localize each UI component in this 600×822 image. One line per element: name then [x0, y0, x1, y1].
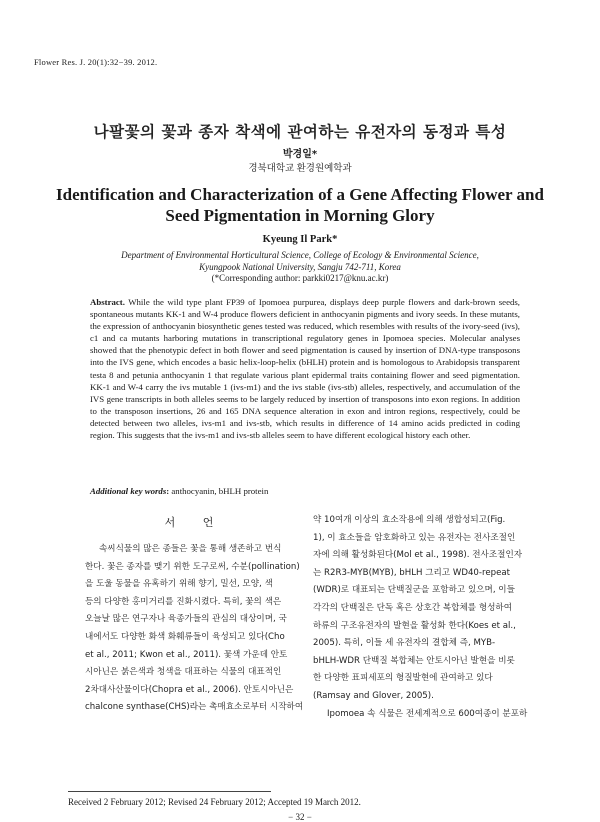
text-line: 시아닌은 붉은색과 청색을 대표하는 식물의 대표적인 — [85, 667, 282, 678]
text-line: (Ramsay and Glover, 2005). — [313, 690, 434, 701]
english-author: Kyeung Il Park* — [262, 234, 338, 245]
text-line: 한다. 꽃은 종자를 맺기 위한 도구로써, 수분(pollination) — [85, 561, 300, 572]
text-line: 2차대사산물이다(Chopra et al., 2006). 안토시아닌은 — [85, 684, 294, 695]
footnote-rule — [68, 791, 271, 792]
text-line: 각각의 단백질은 단독 혹은 상호간 복합체를 형성하여 — [313, 602, 513, 613]
english-title: Identification and Characterization of a Gene Affecting Flower and Seed Pigmentation in Morning Glory — [56, 185, 544, 225]
abstract-text: While the wild type plant FP39 of Ipomoea purpurea, displays deep purple flowers and dark-brown seeds, spontaneous mutants KK-1 and W-4 produce flowers deficient in anthocyanin pigments and ivory seeds. In these mutants, the expression of anthocyanin biosynthetic genes tested was reduced, which resembles with results of the ivory-seed (ivs), c1 and ca mutants harboring mutations in transcriptional regulatory genes in Ipomoea species. Molecular analyses showed that the phenotypic defect in both flower and seed pigmentation is caused by insertion of DNA-type transposons into the IVS gene, which encodes a basic helix-loop-helix (bHLH) protein and is homologous to Arabidopsis transparent testa 8 and petunia anthocyanin 1 that regulate various plant epidermal traits containing flower and seed pigmentation. KK-1 and W-4 carry the ivs mutable 1 (ivs-m1) and the ivs stable (ivs-stb) alleles, respectively, and accumulation of the IVS gene transcripts in both alleles seems to be largely reduced by insertion of transposons into exon regions. In addition to the transposon insertions, 26 and 165 DNA sequence alteration in exon and intron regions, respectively, could be detected between two alleles, ivs-m1 and ivs-stb, which results in difference of 14 amino acids predicted in coding region. This suggests that the ivs-m1 and ivs-stb alleles seem to have different ecological history each other. — [90, 297, 520, 441]
text-line: 오늘날 많은 연구자나 육종가들의 관심의 대상이며, 국 — [85, 614, 287, 625]
text-line: chalcone synthase(CHS)라는 촉매효소로부터 시작하여 — [85, 702, 304, 713]
page-number: − 32 − — [288, 812, 312, 822]
text-line: bHLH-WDR 단백질 복합체는 안토시아닌 발현을 비롯 — [313, 655, 515, 666]
text-line: (WDR)로 대표되는 단백질군을 포함하고 있으며, 이들 — [313, 585, 515, 596]
korean-affiliation: 경북대학교 환경원예학과 — [248, 164, 352, 174]
affiliation-line-2: Kyungpook National University, Sangju 742-711, Korea — [199, 261, 401, 272]
korean-title: 나팔꽃의 꽃과 종자 착색에 관여하는 유전자의 동정과 특성 — [93, 123, 507, 141]
text-line: 2005). 특히, 이들 세 유전자의 결합체 즉, MYB- — [313, 638, 496, 649]
author-affiliation — [40, 250, 560, 273]
text-line: 는 R2R3-MYB(MYB), bHLH 그리고 WD40-repeat — [313, 567, 510, 578]
corresponding-author: (*Corresponding author: parkki0217@knu.ac.kr) — [211, 273, 389, 283]
keywords-text: anthocyanin, bHLH protein — [171, 486, 269, 496]
right-column — [313, 512, 535, 723]
text-line: et al., 2011; Kwon et al., 2011). 꽃색 가운데 안토 — [85, 649, 288, 660]
text-line: 한 다양한 표피세포의 형질발현에 관여하고 있다 — [313, 673, 493, 684]
journal-citation: Flower Res. J. 20(1):32−39. 2012. — [34, 57, 158, 67]
text-line: 하류의 구조유전자의 발현을 활성화 한다(Koes et al., — [313, 620, 516, 631]
text-line: 등의 다양한 홍미거리를 진화시켰다. 특히, 꽃의 색은 — [85, 596, 282, 607]
korean-author: 박경일* — [282, 149, 318, 160]
keywords: Additional key words: anthocyanin, bHLH protein — [90, 486, 269, 496]
abstract — [90, 296, 520, 441]
left-column — [85, 541, 305, 717]
keywords-label: Additional key words — [90, 486, 167, 496]
section-heading: 서 언 — [164, 516, 226, 529]
text-line: 속씨식물의 많은 종들은 꽃을 통해 생존하고 번식 — [99, 544, 282, 554]
text-line: 1), 이 효소들을 암호화하고 있는 유전자는 전사조절인 — [313, 532, 516, 543]
text-line: 내에서도 다양한 화색 화훼류들이 육성되고 있다(Cho — [85, 631, 285, 642]
text-line: Ipomoea 속 식물은 전세계적으로 600여종이 분포하 — [327, 708, 528, 719]
text-line: 자에 의해 활성화된다(Mol et al., 1998). 전사조절인자 — [313, 550, 523, 561]
affiliation-line-1: Department of Environmental Horticultural Science, College of Ecology & Environmental Science, — [121, 250, 479, 260]
received-dates: Received 2 February 2012; Revised 24 February 2012; Accepted 19 March 2012. — [68, 797, 361, 807]
text-line: 약 10여개 이상의 효소작용에 의해 생합성되고(Fig. — [313, 515, 506, 525]
text-line: 을 도울 동물을 유혹하기 위해 향기, 밀선, 모양, 색 — [85, 579, 273, 590]
abstract-label: Abstract. — [90, 297, 125, 307]
